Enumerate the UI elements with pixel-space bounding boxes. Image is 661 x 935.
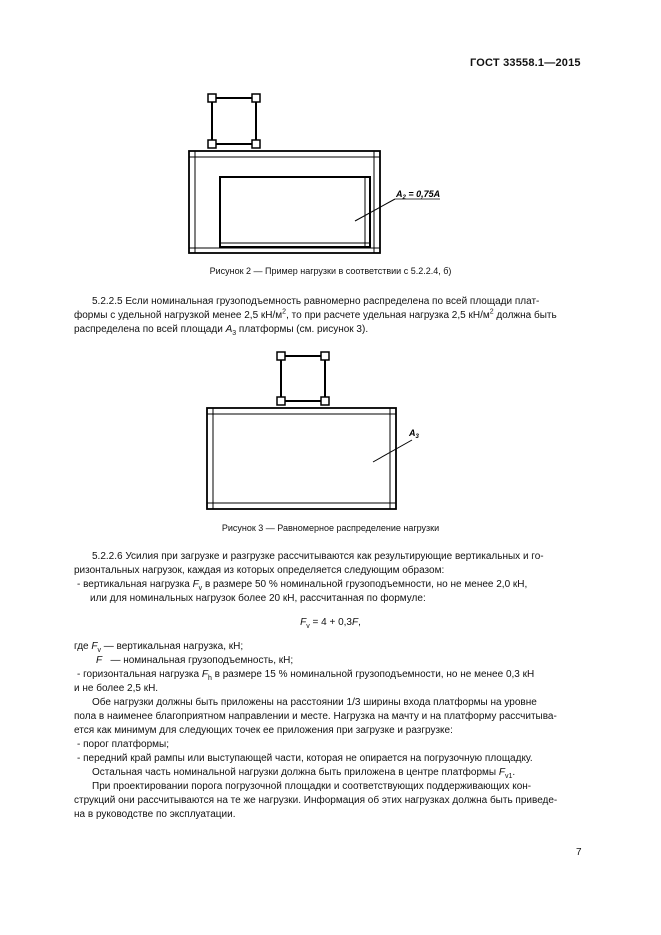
list-item-threshold: - порог платформы; xyxy=(77,739,169,750)
section-5-2-2-6-intro xyxy=(74,550,586,606)
figure-2-area-label: $A_2 = 0,75A$ xyxy=(396,189,441,201)
figure-2-load-area xyxy=(220,177,440,247)
bullet-horizontal-load-continuation: и не более 2,5 кН. xyxy=(74,683,159,694)
figure-3-caption: Рисунок 3 — Равномерное распределение нагрузки xyxy=(221,523,440,533)
paragraph-both-loads-line-2: пола в наименее благоприятном направлении и месте. Нагрузка на мачту и на платформу рассчитыва- xyxy=(74,711,557,722)
figure-3-load-block xyxy=(277,352,329,405)
figure-2-caption: Рисунок 2 — Пример нагрузки в соответствии с 5.2.2.4, б) xyxy=(209,266,452,276)
figure-3-platform-frame xyxy=(207,408,412,509)
bullet-vertical-load-continuation: или для номинальных нагрузок более 20 кН, рассчитанная по формуле: xyxy=(90,593,426,604)
paragraph-threshold-design-line-3: на в руководстве по эксплуатации. xyxy=(74,809,236,820)
section-5-2-2-5-line-3: распределена по всей площади $A_3$ платформы (см. рисунок 3). xyxy=(74,324,369,337)
paragraph-threshold-design-line-1: При проектировании порога погрузочной площадки и соответствующих поддерживающих кон- xyxy=(92,781,532,792)
where-line-1: где $F_v$ — вертикальная нагрузка, кН; xyxy=(74,641,244,654)
intro-line-1: 5.2.2.6 Усилия при загрузке и разгрузке рассчитываются как результирующие вертикальных и го- xyxy=(92,551,544,562)
page-number: 7 xyxy=(576,847,582,858)
formula-vertical-load: $F_v = 4 + 0,3F$, xyxy=(300,617,361,630)
figure-2-platform-frame xyxy=(189,151,380,253)
bullet-vertical-load: - вертикальная нагрузка $F_v$ в размере 50 % номинальной грузоподъемности, но не менее 2,0 кН, xyxy=(77,579,528,592)
paragraph-both-loads-line-3: ется как минимум для следующих точек ее приложения при загрузке и разгрузке: xyxy=(74,725,453,736)
section-5-2-2-5 xyxy=(74,295,586,337)
intro-line-2: ризонтальных нагрузок, каждая из которых определяется следующим образом: xyxy=(74,565,445,576)
section-5-2-2-5-line-2: формы с удельной нагрузкой менее 2,5 $кН/м^2$, то при расчете удельная нагрузка 2,5 $кН/м^2$ должна быть xyxy=(74,308,557,321)
figure-3-area-label: $A_3$ xyxy=(409,428,419,440)
paragraph-both-loads-line-1: Обе нагрузки должны быть приложены на расстоянии 1/3 ширины входа платформы на уровне xyxy=(92,697,537,708)
paragraph-threshold-design-line-2: струкций они рассчитываются на те же нагрузки. Информация об этих нагрузках должна быть приведе- xyxy=(74,795,558,806)
paragraph-remaining-load: Остальная часть номинальной нагрузки должна быть приложена в центре платформы $F_{v1}$. xyxy=(92,767,516,780)
section-5-2-2-6-body xyxy=(74,640,586,822)
section-5-2-2-5-line-1: 5.2.2.5 Если номинальная грузоподъемность равномерно распределена по всей площади плат- xyxy=(92,296,540,307)
document-standard-header: ГОСТ 33558.1—2015 xyxy=(470,57,581,69)
figure-2-load-block xyxy=(208,94,260,148)
bullet-horizontal-load: - горизонтальная нагрузка $F_h$ в размере 15 % номинальной грузоподъемности, но не менее 0,3 кН xyxy=(77,669,535,682)
list-item-ramp-edge: - передний край рампы или выступающей части, которая не опирается на погрузочную площадку. xyxy=(77,753,533,764)
where-line-2: F — номинальная грузоподъемность, кН; xyxy=(96,655,294,666)
